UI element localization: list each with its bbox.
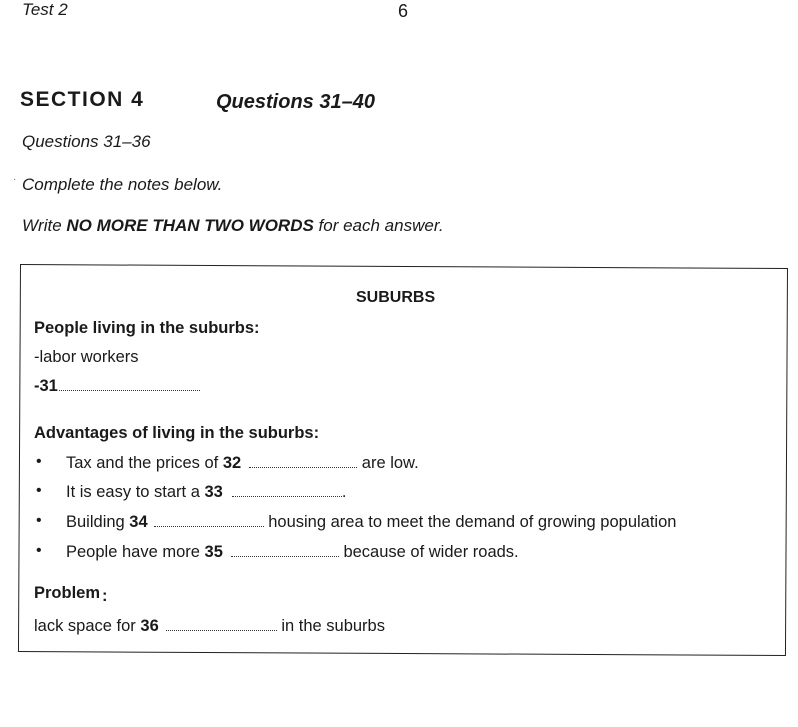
advantage-text: Building xyxy=(66,513,130,531)
advantage-text: are low. xyxy=(357,454,419,472)
instruction-word-limit xyxy=(22,216,444,236)
people-item-labor-workers: -labor workers xyxy=(34,348,139,366)
people-item-31 xyxy=(34,377,200,396)
instruction-prefix: Write xyxy=(22,216,67,235)
question-number-33: 33 xyxy=(204,483,223,501)
bullet-icon: • xyxy=(36,512,42,529)
problem-colon: : xyxy=(102,587,108,605)
questions-range-heading: Questions 31–40 xyxy=(216,91,375,113)
answer-blank-31[interactable] xyxy=(59,389,200,391)
advantage-text: People have more xyxy=(66,543,205,561)
advantage-text: . xyxy=(341,483,347,501)
advantage-item-33 xyxy=(66,483,346,502)
instruction-complete-notes: Complete the notes below. xyxy=(22,175,223,194)
answer-blank-34[interactable] xyxy=(154,525,264,527)
advantage-text: Tax and the prices of xyxy=(66,454,223,472)
problem-item-36 xyxy=(34,617,385,636)
bullet-icon: • xyxy=(36,542,42,559)
advantages-heading: Advantages of living in the suburbs: xyxy=(34,424,320,442)
bullet-icon: • xyxy=(36,453,42,470)
problem-text: in the suburbs xyxy=(276,617,385,635)
instruction-word-limit-bold: NO MORE THAN TWO WORDS xyxy=(66,216,314,235)
advantage-item-35 xyxy=(66,543,519,562)
answer-blank-32[interactable] xyxy=(249,466,357,468)
instruction-suffix: for each answer. xyxy=(313,216,444,235)
advantage-item-34 xyxy=(66,513,676,532)
stray-mark: · xyxy=(13,174,17,185)
question-number-34: 34 xyxy=(129,513,148,531)
question-number-36: 36 xyxy=(140,617,159,635)
question-number-31: -31 xyxy=(34,377,58,395)
problem-heading-text: Problem xyxy=(34,584,101,602)
question-number-32: 32 xyxy=(222,454,242,472)
problem-heading xyxy=(34,584,108,603)
advantage-text: housing area to meet the demand of growing population xyxy=(263,513,677,531)
advantage-text: because of wider roads. xyxy=(338,543,519,561)
notes-title: SUBURBS xyxy=(356,289,436,306)
people-heading: People living in the suburbs: xyxy=(34,319,260,337)
answer-blank-36[interactable] xyxy=(166,629,277,631)
sub-questions-label: Questions 31–36 xyxy=(22,132,151,151)
advantage-item-32 xyxy=(66,454,419,473)
question-number-35: 35 xyxy=(204,543,223,561)
section-title: SECTION 4 xyxy=(20,88,145,111)
test-label: Test 2 xyxy=(22,0,68,19)
bullet-icon: • xyxy=(36,482,42,499)
page-number: 6 xyxy=(398,1,409,21)
problem-text: lack space for xyxy=(34,617,141,635)
answer-blank-35[interactable] xyxy=(231,555,339,557)
advantage-text: It is easy to start a xyxy=(66,483,205,501)
answer-blank-33[interactable] xyxy=(232,495,342,497)
